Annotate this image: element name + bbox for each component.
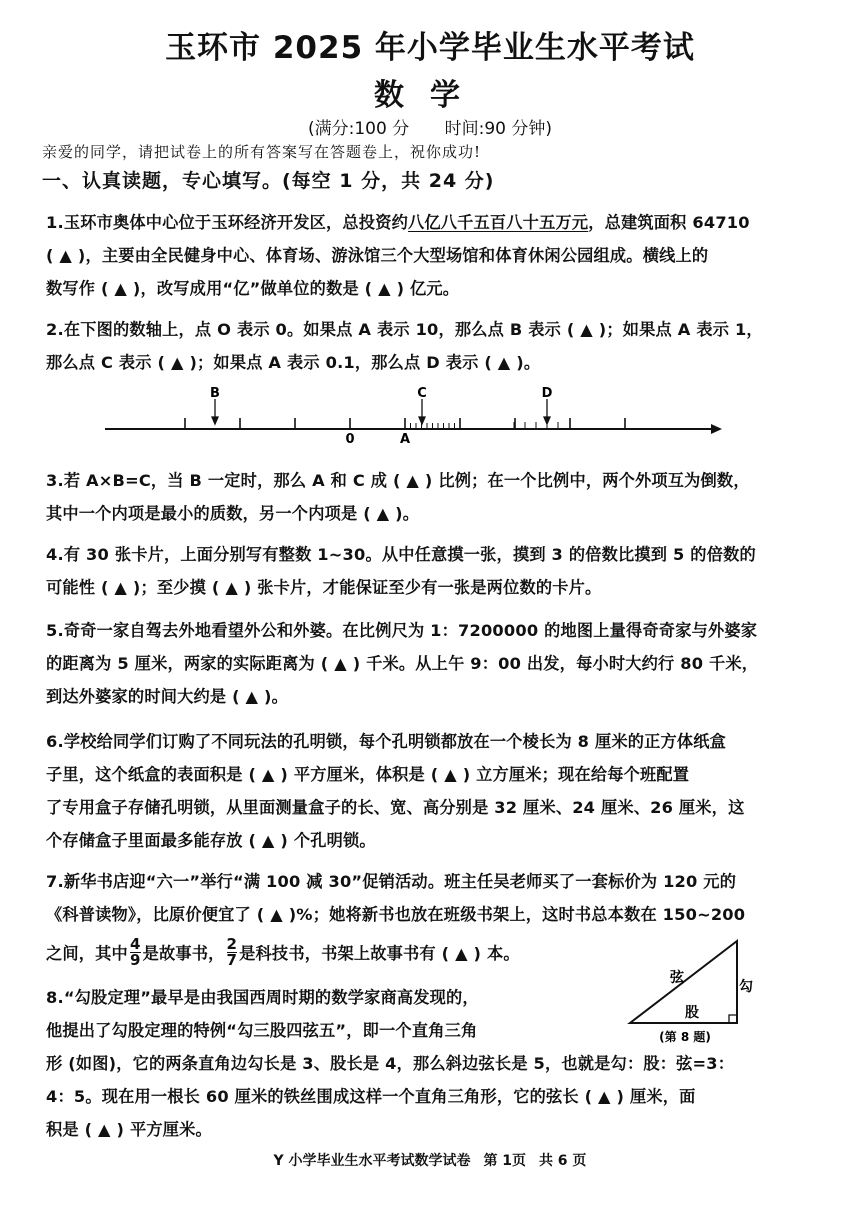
point-markers xyxy=(212,399,550,424)
question-5 xyxy=(46,614,816,713)
q7-line-1: 7.新华书店迎“六一”举行“满 100 减 30”促销活动。班主任吴老师买了一套标价为 120 元的 xyxy=(46,872,737,891)
q3-line-2: 其中一个内项是最小的质数，另一个内项是 ( ▲ )。 xyxy=(46,504,420,523)
q6-line-4: 个存储盒子里面最多能存放 ( ▲ ) 个孔明锁。 xyxy=(46,831,376,850)
q1-line-1: 1.玉环市奥体中心位于玉环经济开发区，总投资约八亿八千五百八十五万元，总建筑面积 64710 xyxy=(46,213,750,232)
q2-line-1: 2.在下图的数轴上，点 O 表示 0。如果点 A 表示 10，那么点 B 表示 ( ▲ )；如果点 A 表示 1， xyxy=(46,320,763,339)
q6-line-2: 子里，这个纸盒的表面积是 ( ▲ ) 平方厘米，体积是 ( ▲ ) 立方厘米；现在给每个班配置 xyxy=(46,765,690,784)
question-2 xyxy=(46,313,816,379)
underlined-amount: 八亿八千五百八十五万元 xyxy=(407,213,589,232)
right-triangle-figure xyxy=(625,935,753,1047)
q8-line-1: 8.“勾股定理”最早是由我国西周时期的数学家商高发现的， xyxy=(46,988,479,1007)
greeting: 亲爱的同学，请把试卷上的所有答案写在答题卷上，祝你成功! xyxy=(42,143,482,161)
label-a: A xyxy=(399,432,411,447)
page-footer xyxy=(0,1150,860,1170)
question-6 xyxy=(46,725,816,857)
q1-line-3: 数写作 ( ▲ )，改写成用“亿”做单位的数是 ( ▲ ) 亿元。 xyxy=(46,279,460,298)
exam-meta xyxy=(0,114,860,139)
figure-caption: (第 8 题) xyxy=(659,1030,711,1044)
q7-line-3: 之间，其中 $\frac{4}{9}$ 是故事书， $\frac{2}{7}$ 是科技书，书架上故事书有 ( ▲ ) 本。 xyxy=(46,935,520,969)
q2-line-2: 那么点 C 表示 ( ▲ )；如果点 A 表示 0.1，那么点 D 表示 ( ▲ )。 xyxy=(46,353,541,372)
label-d: D xyxy=(541,386,553,401)
right-angle-mark xyxy=(729,1015,737,1023)
q3-line-1: 3.若 A×B=C，当 B 一定时，那么 A 和 C 成 ( ▲ ) 比例；在一个比例中，两个外项互为倒数， xyxy=(46,471,750,490)
marker-c-arrow-icon xyxy=(419,417,425,424)
q8-line-3: 形 (如图)，它的两条直角边勾长是 3、股长是 4，那么斜边弦长是 5，也就是勾：股：弦=3： xyxy=(46,1054,735,1073)
footer-text: Y 小学毕业生水平考试数学试卷 xyxy=(273,1153,471,1169)
q8-line-2: 他提出了勾股定理的特例“勾三股四弦五”，即一个直角三角 xyxy=(46,1021,478,1040)
q4-line-2: 可能性 ( ▲ )；至少摸 ( ▲ ) 张卡片，才能保证至少有一张是两位数的卡片。 xyxy=(46,578,602,597)
marker-b-arrow-icon xyxy=(212,417,218,424)
q6-line-1: 6.学校给同学们订购了不同玩法的孔明锁，每个孔明锁都放在一个棱长为 8 厘米的正方体纸盒 xyxy=(46,732,727,751)
question-1 xyxy=(46,206,816,305)
q1-line-2: ( ▲ )，主要由全民健身中心、体育场、游泳馆三个大型场馆和体育休闲公园组成。横线上的 xyxy=(46,246,709,265)
label-c: C xyxy=(417,386,427,401)
section-heading: 一、认真读题，专心填写。(每空 1 分，共 24 分) xyxy=(42,170,495,192)
question-3 xyxy=(46,464,816,530)
q5-line-1: 5.奇奇一家自驾去外地看望外公和外婆。在比例尺为 1：7200000 的地图上量得奇奇家与外婆家 xyxy=(46,621,758,640)
q7-line-2: 《科普读物》，比原价便宜了 ( ▲ )%；她将新书也放在班级书架上，这时书总本数在 150~200 xyxy=(46,905,746,924)
q5-line-3: 到达外婆家的时间大约是 ( ▲ )。 xyxy=(46,687,289,706)
q8-line-4: 4：5。现在用一根长 60 厘米的铁丝围成这样一个直角三角形，它的弦长 ( ▲ ) 厘米，面 xyxy=(46,1087,696,1106)
q8-line-5: 积是 ( ▲ ) 平方厘米。 xyxy=(46,1120,212,1139)
minor-ticks xyxy=(411,422,559,429)
q4-line-1: 4.有 30 张卡片，上面分别写有整数 1~30。从中任意摸一张，摸到 3 的倍数比摸到 5 的倍数的 xyxy=(46,545,756,564)
footer-page: 第 1页 xyxy=(483,1153,527,1169)
exam-title: 玉环市 2025 年小学毕业生水平考试 xyxy=(165,30,695,66)
fraction-two-sevenths: $\frac{2}{7}$ xyxy=(226,935,238,969)
axis-arrow-icon xyxy=(711,424,722,434)
label-b: B xyxy=(210,386,220,401)
exam-time: 时间:90 分钟) xyxy=(444,119,553,139)
footer-total: 共 6 页 xyxy=(538,1153,587,1169)
label-hypotenuse: 弦 xyxy=(670,970,684,986)
label-gou: 勾 xyxy=(739,979,753,995)
major-ticks xyxy=(185,418,625,429)
question-4 xyxy=(46,538,816,604)
q5-line-2: 的距离为 5 厘米，两家的实际距离为 ( ▲ ) 千米。从上午 9：00 出发，每小时大约行 80 千米， xyxy=(46,654,759,673)
full-score: (满分:100 分 xyxy=(307,119,410,139)
marker-d-arrow-icon xyxy=(544,417,550,424)
q6-line-3: 了专用盒子存储孔明锁，从里面测量盒子的长、宽、高分别是 32 厘米、24 厘米、26 厘米，这 xyxy=(46,798,745,817)
fraction-four-ninths: $\frac{4}{9}$ xyxy=(129,935,141,969)
subject-title: 数学 xyxy=(374,78,486,113)
number-line-figure xyxy=(100,382,730,447)
label-gu: 股 xyxy=(685,1005,699,1021)
label-origin: 0 xyxy=(345,432,355,447)
